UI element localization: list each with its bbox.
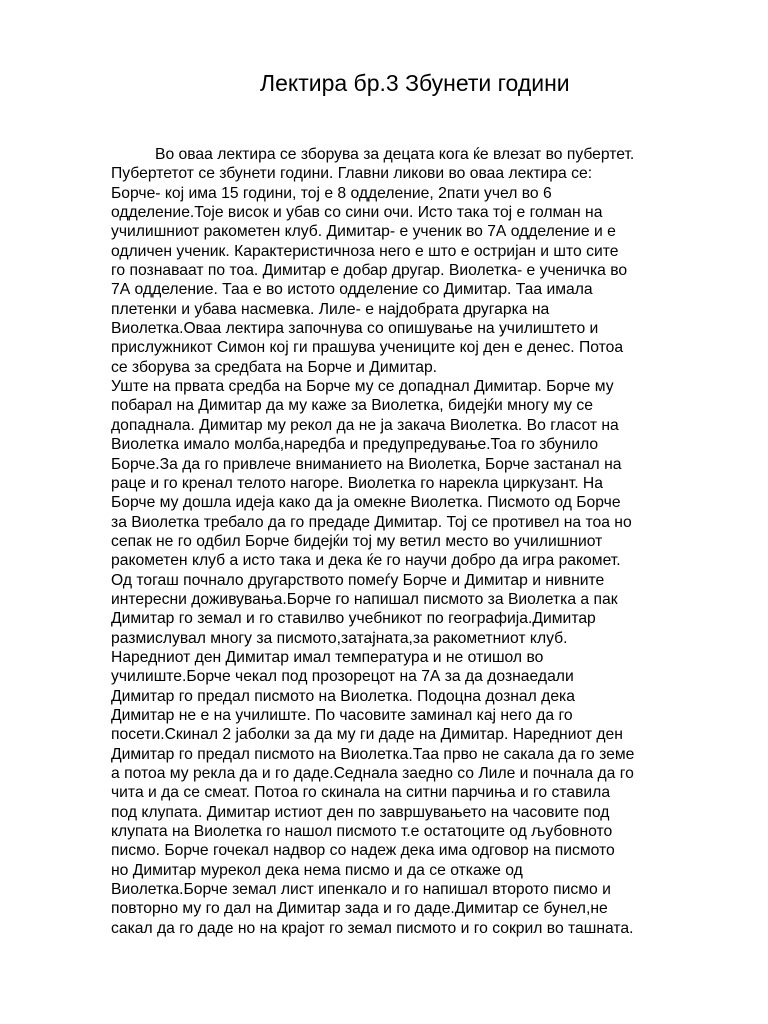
document-title: Лектира бр.3 Збунети години	[260, 70, 570, 96]
text-line: Виолетка имало молба,наредба и предупредување.Тоа го збунило	[111, 436, 599, 454]
text-line: Димитар го предал писмото на Виолетка.Таа прво не сакала да го земе	[111, 745, 635, 763]
text-line: чита и да се смеат. Потоа го скинала на ситни парчиња и го ставила	[111, 784, 611, 802]
text-line: Борче му дошла идеја како да ја омекне Виолетка. Писмото од Борче	[111, 494, 621, 512]
text-line: побарал на Димитар да му каже за Виолетка, бидејќи многу му се	[111, 397, 593, 415]
text-line: Виолетка.Оваа лектира започнува со опишување на училиштето и	[111, 320, 599, 338]
text-line: Димитар не е на училиште. По часовите заминал кај него да го	[111, 706, 573, 724]
text-line: одделение.Тоје висок и убав со сини очи. Исто така тој е голман на	[111, 204, 603, 222]
text-line: сепак не го одбил Борче бидејќи тој му ветил место во училишниот	[111, 532, 603, 550]
text-line: под клупата. Димитар истиот ден по завршувањето на часовите под	[111, 803, 610, 821]
text-line: клупата на Виолетка го нашол писмото т.е остатоците од љубовното	[111, 823, 613, 841]
text-line: но Димитар мурекол дека нема писмо и да се откаже од	[111, 861, 523, 879]
text-line: раце и го кренал телото нагоре. Виолетка го нарекла циркузант. На	[111, 474, 603, 492]
text-line: го познаваат по тоа. Димитар е добар другар. Виолетка- е ученичка во	[111, 262, 628, 280]
text-line: повторно му го дал на Димитар зада и го даде.Димитар се бунел,не	[111, 900, 608, 918]
text-line: сакал да го даде но на крајот го земал писмото и го сокрил во ташната.	[111, 919, 634, 937]
text-line: посети.Скинал 2 јаболки за да му ги даде на Димитар. Наредниот ден	[111, 726, 623, 744]
text-line: допаднала. Димитар му рекол да не ја закача Виолетка. Во гласот на	[111, 416, 619, 434]
text-line: Виолетка.Борче земал лист ипенкало и го напишал второто писмо и	[111, 881, 611, 899]
text-line: плетенки и убава насмевка. Лиле- е најдобрата другарка на	[111, 300, 550, 318]
text-line: интересни доживувања.Борче го напишал писмото за Виолетка а пак	[111, 590, 618, 608]
text-line: Димитар го предал писмото на Виолетка. Подоцна дознал дека	[111, 687, 575, 705]
text-line: Во оваа лектира се зборува за децата кога ќе влезат во пубертет.	[155, 146, 635, 163]
text-line: за Виолетка требало да го предаде Димитар. Тој се противел на тоа но	[111, 513, 632, 531]
text-line: писмо. Борче гочекал надвор со надеж дека има одговор на писмото	[111, 842, 615, 860]
text-line: размислувал многу за писмото,затајната,за ракометниот клуб.	[111, 629, 568, 647]
text-line: Уште на првата средба на Борче му се допаднал Димитар. Борче му	[111, 378, 614, 396]
text-line: Од тогаш почнало другарството помеѓу Борче и Димитар и нивните	[111, 571, 605, 589]
text-line: одличен ученик. Карактеристичноза него е што е остријан и што сите	[111, 242, 619, 260]
text-line: ракометен клуб а исто така и дека ќе го научи добро да игра ракомет.	[111, 552, 621, 570]
text-line: училиште.Борче чекал под прозорецот на 7А за да дознаедали	[111, 668, 574, 686]
text-line: се зборува за средбата на Борче и Димитар.	[111, 358, 438, 376]
text-line: Димитар го земал и го ставилво учебникот по географија.Димитар	[111, 610, 596, 628]
document-body	[111, 145, 731, 938]
text-line: училишниот ракометен клуб. Димитар- е ученик во 7А одделение и е	[111, 223, 616, 241]
text-line: Борче.За да го привлече вниманието на Виолетка, Борче застанал на	[111, 455, 622, 473]
text-line: Наредниот ден Димитар имал температура и не отишол во	[111, 648, 544, 666]
text-line: а потоа му рекла да и го даде.Седнала заедно со Лиле и почнала да го	[111, 765, 634, 782]
text-line: 7А одделение. Таа е во истото одделение со Димитар. Таа имала	[111, 281, 593, 299]
text-line: Борче- кој има 15 години, тој е 8 одделение, 2пати учел во 6	[111, 184, 552, 202]
text-line: прислужникот Симон кој ги прашува учениците кој ден е денес. Потоа	[111, 339, 624, 357]
text-line: Пубертетот се збунети години. Главни ликови во оваа лектира се:	[111, 165, 593, 183]
